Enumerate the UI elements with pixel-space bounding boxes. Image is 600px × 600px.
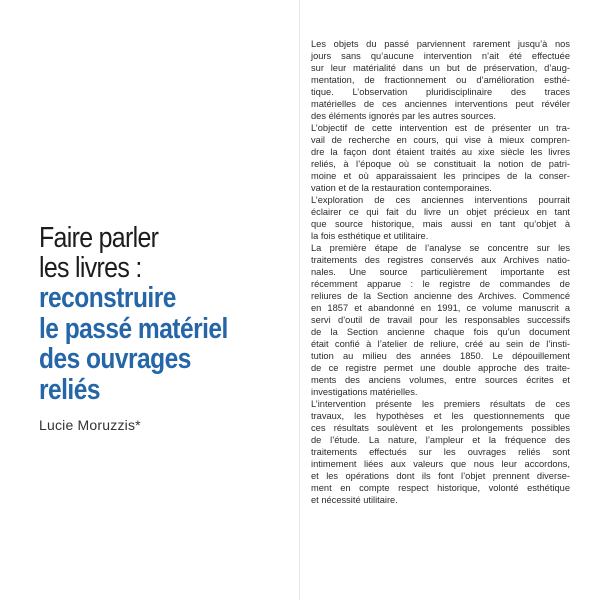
- paragraph-3: [311, 194, 570, 242]
- body-line: nales. Une source particulièrement importante est: [311, 267, 570, 277]
- body-line: tution au milieu des années 1850. Le dépouillement: [311, 351, 570, 361]
- body-line: ment en compte respect historique, volonté esthétique: [311, 483, 570, 493]
- body-line: tique. L’observation pluridisciplinaire des traces: [311, 87, 570, 97]
- body-line: ces résultats soulèvent et les prolongements possibles: [311, 423, 570, 433]
- body-line: reliés, à l’époque où se constituait la notion de patri-: [311, 159, 570, 169]
- paragraph-2: [311, 122, 570, 194]
- body-line: traitements des registres conservés aux Archives natio-: [311, 255, 570, 265]
- body-line: L’intervention présente les premiers résultats de ces: [311, 399, 570, 409]
- body-line: reliures de la Section ancienne des Archives. Commencé: [311, 291, 570, 301]
- body-line: et nécessité utilitaire.: [311, 495, 398, 505]
- article-title-block: [39, 223, 294, 433]
- body-line: la fois esthétique et utilitaire.: [311, 231, 429, 241]
- body-line: vation et de la restauration contemporaines.: [311, 183, 492, 193]
- column-divider: [299, 0, 300, 600]
- body-line: ments des anciens volumes, entre sources écrites et: [311, 375, 570, 385]
- body-line: de la Section ancienne chaque fois qu’un document: [311, 327, 570, 337]
- body-line: La première étape de l’analyse se concentre sur les: [311, 243, 570, 253]
- body-line: traitements effectués sur les ouvrages reliés sont: [311, 447, 570, 457]
- body-line: intimement liées aux valeurs que nous leur accordons,: [311, 459, 570, 469]
- body-line: investigations matérielles.: [311, 387, 418, 397]
- body-line: servi d’outil de travail pour les responsables successifs: [311, 315, 570, 325]
- body-line: que source historique, mais aussi en tant qu’objet à: [311, 219, 570, 229]
- body-line: était confié à l’atelier de reliure, créé au sein de l’insti-: [311, 339, 570, 349]
- body-line: de ce registre permet une double approche des traite-: [311, 363, 570, 373]
- body-line: Les objets du passé parviennent rarement jusqu’à nos: [311, 39, 570, 49]
- body-line: en 1857 et abandonné en 1991, ce volume manuscrit a: [311, 303, 570, 313]
- title-line-1: Faire parler: [39, 222, 159, 254]
- body-line: travaux, les hypothèses et les questionnements que: [311, 411, 570, 421]
- body-line: matérielles de ces anciennes interventions peut révéler: [311, 99, 570, 109]
- subtitle-line-1: reconstruire: [39, 282, 176, 314]
- subtitle-line-2: le passé matériel: [39, 312, 228, 345]
- author-name: Lucie Moruzzis*: [39, 417, 141, 433]
- body-line: jours sans qu’aucune intervention n’ait été effectuée: [311, 51, 570, 61]
- body-line: de l’étude. La nature, l’ampleur et la fréquence des: [311, 435, 570, 445]
- body-line: sur leur matérialité dans un but de préservation, d’aug-: [311, 63, 570, 73]
- body-line: éclairer ce qui fait du livre un objet précieux en tant: [311, 207, 570, 217]
- subtitle-line-3: des ouvrages: [39, 343, 191, 375]
- subtitle-line-4: reliés: [39, 373, 100, 406]
- article-body: [311, 38, 570, 506]
- body-line: récemment apparue : le registre de commandes de: [311, 279, 570, 289]
- body-line: moine et où apparaissaient les principes de la conser-: [311, 171, 570, 181]
- body-line: L’exploration de ces anciennes interventions pourrait: [311, 195, 570, 205]
- body-line: mentation, de fractionnement ou d’amélioration esthé-: [311, 75, 570, 85]
- body-line: vail de recherche en cours, qui vise à mieux compren-: [311, 135, 570, 145]
- body-line: et les opérations dont ils font l’objet prennent diverse-: [311, 471, 570, 481]
- paragraph-4: [311, 242, 570, 398]
- body-line: dre la façon dont étaient traités au xixe siècle les livres: [311, 147, 570, 157]
- paragraph-5: [311, 398, 570, 506]
- title-line-2: les livres :: [39, 252, 142, 284]
- body-line: L’objectif de cette intervention est de présenter un tra-: [311, 123, 570, 133]
- body-line: des éléments ignorés par les autres sources.: [311, 111, 496, 121]
- paragraph-1: [311, 38, 570, 122]
